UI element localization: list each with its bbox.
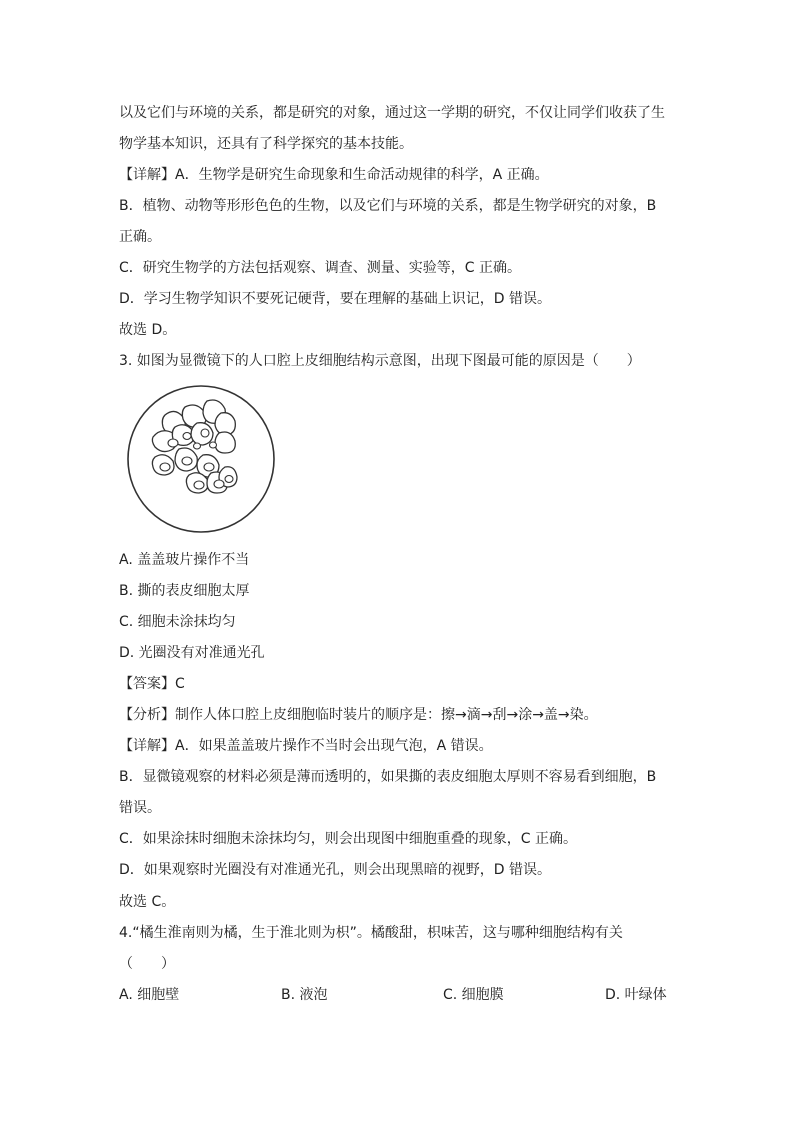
option-b[interactable]: B. 撕的表皮细胞太厚: [119, 583, 250, 599]
question-4-stem: 4.“橘生淮南则为橘，生于淮北则为枳”。橘酸甜，枳味苦，这与哪种细胞结构有关: [119, 925, 623, 941]
option-d[interactable]: D. 叶绿体: [605, 987, 667, 1003]
option-a[interactable]: A. 盖盖玻片操作不当: [119, 552, 250, 568]
option-a[interactable]: A. 细胞壁: [119, 987, 180, 1003]
analysis-line: 【分析】制作人体口腔上皮细胞临时装片的顺序是：擦→滴→刮→涂→盖→染。: [119, 707, 598, 723]
microscope-cells-figure: [125, 383, 277, 535]
text-line: 【详解】A．如果盖盖玻片操作不当时会出现气泡，A 错误。: [119, 738, 493, 754]
question-3-stem: 3. 如图为显微镜下的人口腔上皮细胞结构示意图，出现下图最可能的原因是（ ）: [119, 353, 641, 369]
option-d[interactable]: D. 光圈没有对准通光孔: [119, 645, 265, 661]
option-c[interactable]: C. 细胞膜: [443, 987, 504, 1003]
text-line: 故选 C。: [119, 894, 176, 910]
text-line: 以及它们与环境的关系，都是研究的对象，通过这一学期的研究，不仅让同学们收获了生: [119, 105, 665, 121]
text-line: 错误。: [119, 800, 161, 816]
text-line: 故选 D。: [119, 322, 177, 338]
question-4-blank: （ ）: [119, 956, 175, 972]
text-line: B．植物、动物等形形色色的生物，以及它们与环境的关系，都是生物学研究的对象，B: [119, 198, 657, 214]
option-b[interactable]: B. 液泡: [281, 987, 328, 1003]
text-line: D．如果观察时光圈没有对准通光孔，则会出现黑暗的视野，D 错误。: [119, 862, 552, 878]
text-line: 【详解】A．生物学是研究生命现象和生命活动规律的科学，A 正确。: [119, 167, 549, 183]
text-line: 物学基本知识，还具有了科学探究的基本技能。: [119, 136, 413, 152]
text-line: D．学习生物学知识不要死记硬背，要在理解的基础上识记，D 错误。: [119, 291, 552, 307]
text-line: B．显微镜观察的材料必须是薄而透明的，如果撕的表皮细胞太厚则不容易看到细胞，B: [119, 769, 657, 785]
answer-line: 【答案】C: [119, 676, 185, 692]
text-line: C．如果涂抹时细胞未涂抹均匀，则会出现图中细胞重叠的现象，C 正确。: [119, 831, 577, 847]
option-c[interactable]: C. 细胞未涂抹均匀: [119, 614, 236, 630]
text-line: 正确。: [119, 229, 161, 245]
text-line: C．研究生物学的方法包括观察、调查、测量、实验等，C 正确。: [119, 260, 521, 276]
